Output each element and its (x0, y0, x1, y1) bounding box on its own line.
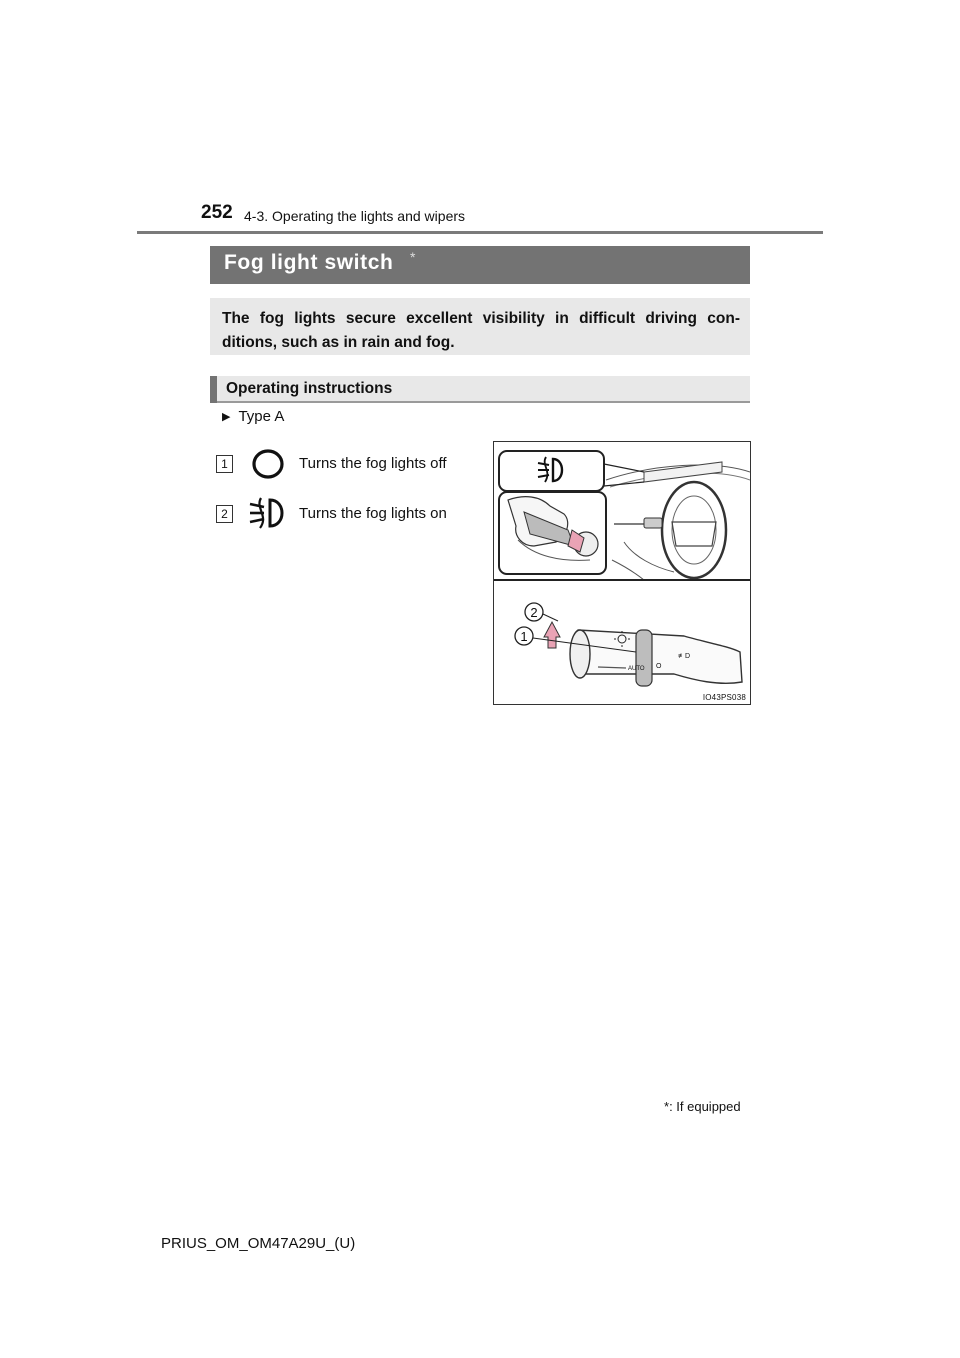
figure-code: IO43PS038 (702, 693, 746, 702)
illustration-drawing (494, 442, 750, 704)
fog-switch-illustration (493, 441, 751, 705)
svg-text:O: O (656, 663, 662, 670)
type-label-line (222, 408, 284, 425)
callout-1: 1 (520, 629, 528, 644)
footnote-text: : If equipped (669, 1099, 741, 1114)
auto-label: AUTO (628, 666, 645, 672)
page-title: Fog light switch (224, 251, 394, 274)
triangle-bullet-icon: ▶ (222, 411, 231, 423)
callout-2: 2 (530, 605, 538, 620)
page-number: 252 (201, 202, 233, 223)
subheading-accent (210, 376, 217, 403)
document-id: PRIUS_OM_OM47A29U_(U) (161, 1235, 356, 1252)
section-path: 4-3. Operating the lights and wipers (244, 208, 466, 224)
intro-text: The fog lights secure excellent visibility in difficult driving con-ditions, such as in rain and fog. (222, 310, 740, 351)
type-label: Type A (238, 408, 285, 425)
footnote-star: * (664, 1099, 670, 1114)
subheading: Operating instructions (226, 380, 393, 397)
step-text-2: Turns the fog lights on (299, 505, 447, 522)
title-bar (210, 246, 750, 284)
subheading-bar (210, 376, 750, 403)
step-number-2: 2 (216, 505, 233, 523)
header-rule (137, 231, 823, 234)
step-number-1: 1 (216, 455, 233, 473)
footnote (664, 1099, 741, 1114)
svg-text:≢D: ≢D (678, 653, 691, 660)
step-text-1: Turns the fog lights off (299, 455, 447, 472)
circle-off-icon (250, 447, 286, 481)
fog-light-icon (246, 496, 288, 530)
if-equipped-star: * (410, 249, 416, 265)
intro-box (210, 298, 750, 355)
